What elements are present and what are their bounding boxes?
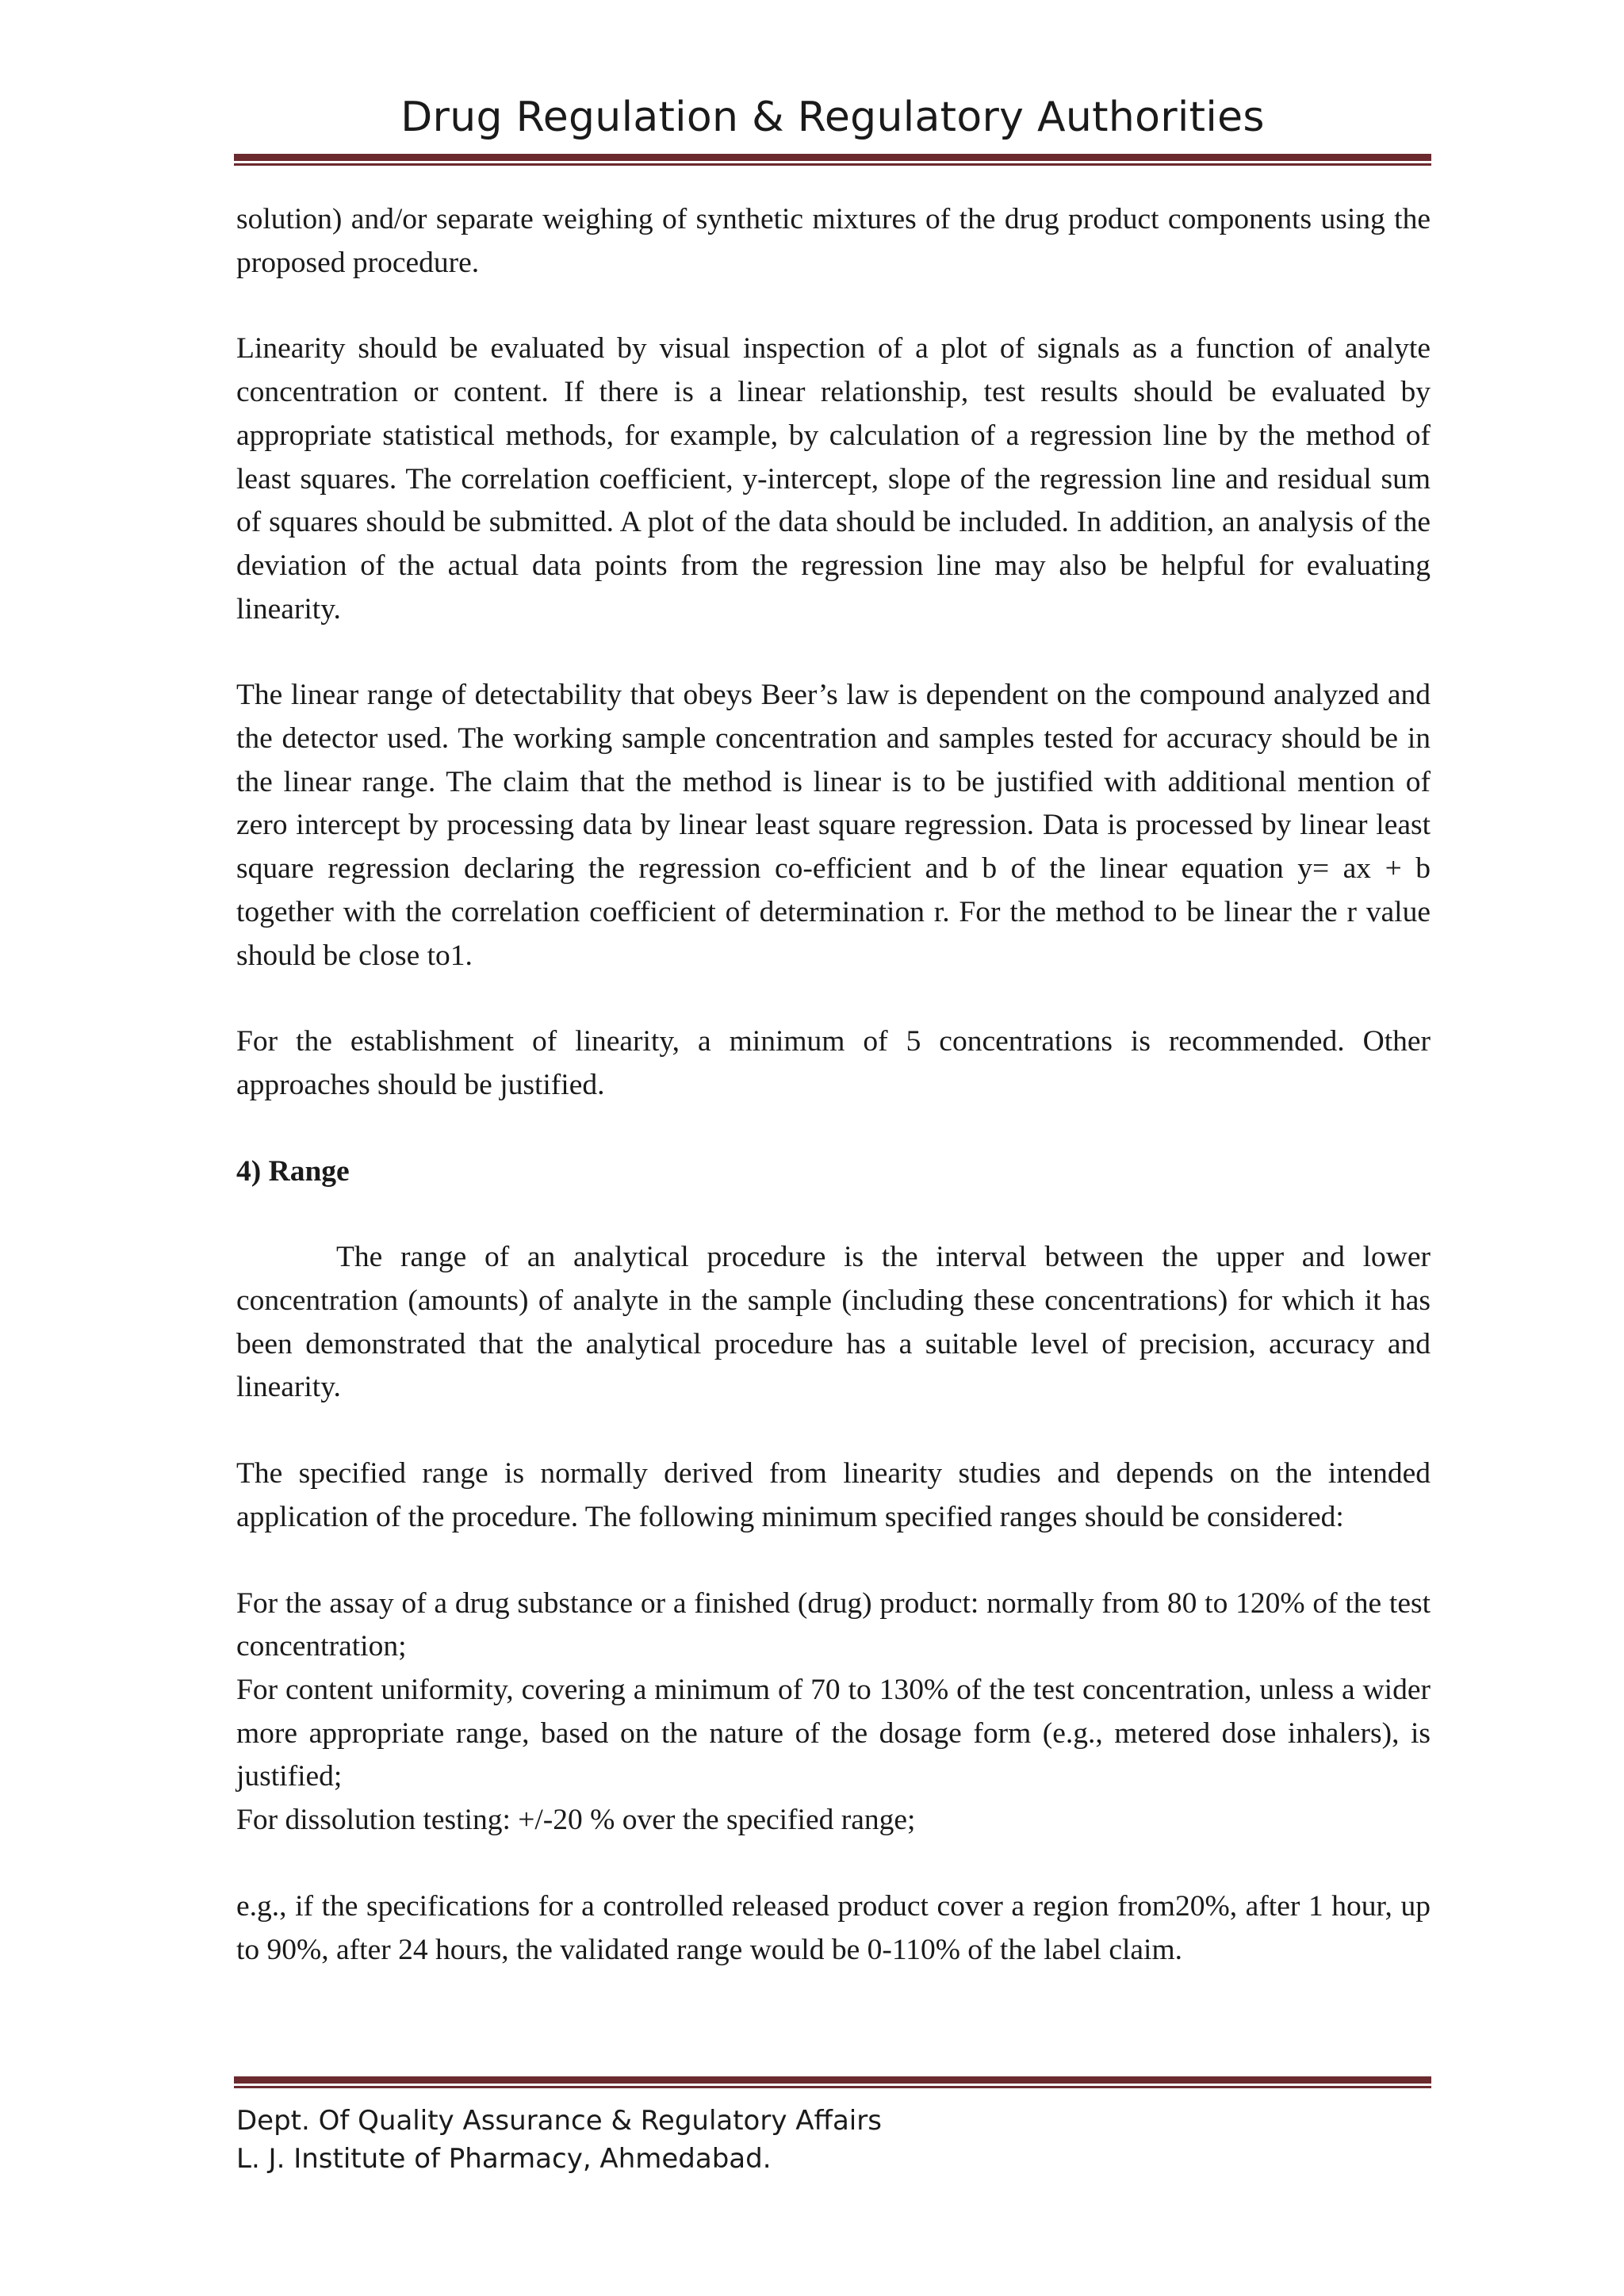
paragraph-solution-continuation: solution) and/or separate weighing of synthetic mixtures of the drug product components using the proposed procedure. xyxy=(236,203,1431,279)
section-heading-range: 4) Range xyxy=(236,1154,350,1188)
paragraph-dissolution-range: For dissolution testing: +/-20 % over the specified range; xyxy=(236,1804,916,1837)
paragraph-range-definition: The range of an analytical procedure is the interval between the upper and lower concentration (amounts) of analyte in the sample (including these concentrations) for which it has been demonstrated that the analytical procedure has a suitable level of precision, accuracy and linearity. xyxy=(236,1241,1431,1404)
footer-institute: L. J. Institute of Pharmacy, Ahmedabad. xyxy=(236,2143,772,2175)
header-rule-thin xyxy=(234,163,1431,166)
paragraph-linear-range: The linear range of detectability that obeys Beer’s law is dependent on the compound analyzed and the detector used. The working sample concentration and samples tested for accuracy should be in the linear range. The claim that the method is linear is to be justified with additional mention of zero intercept by processing data by linear least square regression. Data is processed by linear least square regression declaring the regression co-efficient and b of the linear equation y= ax + b together with the correlation coefficient of determination r. For the method to be linear the r value should be close to1. xyxy=(236,679,1431,972)
paragraph-specified-range: The specified range is normally derived from linearity studies and depends on the intended application of the procedure. The following minimum specified ranges should be considered: xyxy=(236,1457,1431,1533)
paragraph-linearity-establishment: For the establishment of linearity, a minimum of 5 concentrations is recommended. Other approaches should be justified. xyxy=(236,1025,1431,1101)
page-header-title: Drug Regulation & Regulatory Authorities xyxy=(400,94,1265,141)
paragraph-assay-range: For the assay of a drug substance or a finished (drug) product: normally from 80 to 120% of the test concentration; xyxy=(236,1586,1431,1663)
page-footer xyxy=(236,2102,882,2178)
page-body xyxy=(236,198,1431,2015)
paragraph-linearity-evaluation: Linearity should be evaluated by visual inspection of a plot of signals as a function of analyte concentration or content. If there is a linear relationship, test results should be evaluated by appropriate statistical methods, for example, by calculation of a regression line by the method of least squares. The correlation coefficient, y-intercept, slope of the regression line and residual sum of squares should be submitted. A plot of the data should be included. In addition, an analysis of the deviation of the actual data points from the regression line may also be helpful for evaluating linearity. xyxy=(236,332,1431,626)
footer-rule-thin xyxy=(234,2086,1431,2088)
paragraph-content-uniformity-range: For content uniformity, covering a minimum of 70 to 130% of the test concentration, unless a wider more appropriate range, based on the nature of the dosage form (e.g., metered dose inhalers), is justified; xyxy=(236,1673,1431,1793)
footer-department: Dept. Of Quality Assurance & Regulatory Affairs xyxy=(236,2105,882,2137)
footer-rule xyxy=(234,2076,1431,2088)
header-rule-thick xyxy=(234,154,1431,161)
footer-rule-thick xyxy=(234,2076,1431,2084)
paragraph-example-range: e.g., if the specifications for a controlled released product cover a region from20%, after 1 hour, up to 90%, after 24 hours, the validated range would be 0-110% of the label claim. xyxy=(236,1889,1431,1966)
header-rule xyxy=(234,154,1431,166)
